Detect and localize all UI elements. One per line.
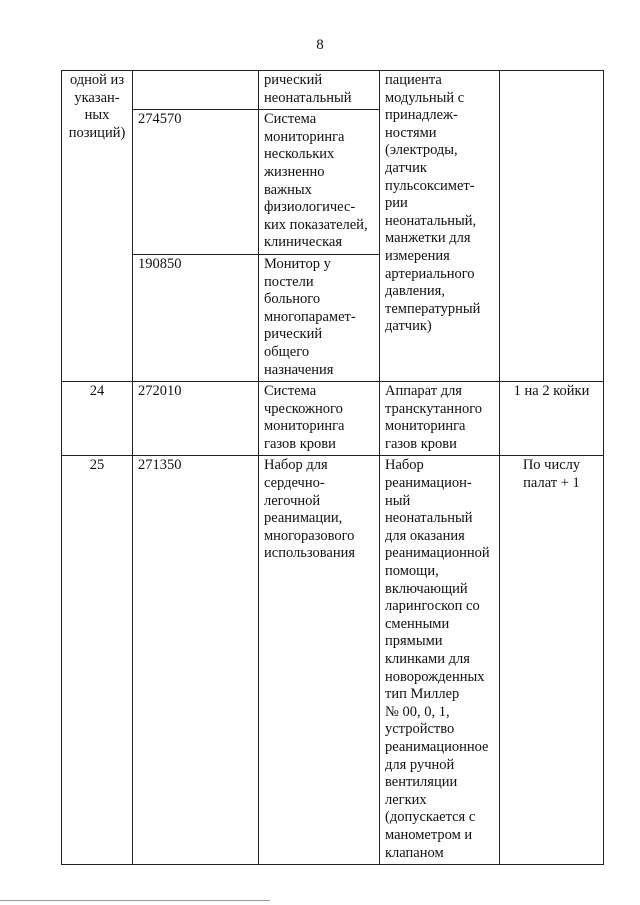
table-row <box>62 456 604 865</box>
code-cell: 274570 <box>133 110 259 255</box>
code-cell <box>133 71 259 110</box>
quantity-cell <box>500 71 604 382</box>
row-number-cell: одной из указан- ных позиций) <box>62 71 133 382</box>
name-cell: Система мониторинга нескольких жизненно важных физиологичес- ких показателей, клиническая <box>259 110 380 255</box>
name-cell: Монитор у постели больного многопарамет- рический общего назначения <box>259 254 380 381</box>
page-number: 8 <box>316 37 324 53</box>
table-row <box>62 382 604 456</box>
table-row <box>62 71 604 110</box>
code-cell: 271350 <box>133 456 259 865</box>
code-cell: 272010 <box>133 382 259 456</box>
code-cell: 190850 <box>133 254 259 381</box>
quantity-cell: По числу палат + 1 <box>500 456 604 865</box>
name-cell: Набор для сердечно- легочной реанимации, многоразового использования <box>259 456 380 865</box>
quantity-cell: 1 на 2 койки <box>500 382 604 456</box>
equipment-table <box>61 70 604 865</box>
description-cell: Аппарат для транскутанного мониторинга газов крови <box>380 382 500 456</box>
description-cell: пациента модульный с принадлеж- ностями (электроды, датчик пульсоксимет- рии неонатальный, манжетки для измерения артериального давления, температурный датчик) <box>380 71 500 382</box>
row-number-cell: 25 <box>62 456 133 865</box>
description-cell: Набор реанимацион- ный неонатальный для оказания реанимационной помощи, включающий ларингоскоп со сменными прямыми клинками для новорожденных тип Миллер № 00, 0, 1, устройство реанимационное для ручной вентиляции легких (допускается с манометром и клапаном <box>380 456 500 865</box>
footer-divider <box>0 900 270 901</box>
name-cell: рический неонатальный <box>259 71 380 110</box>
name-cell: Система чрескожного мониторинга газов крови <box>259 382 380 456</box>
row-number-cell: 24 <box>62 382 133 456</box>
